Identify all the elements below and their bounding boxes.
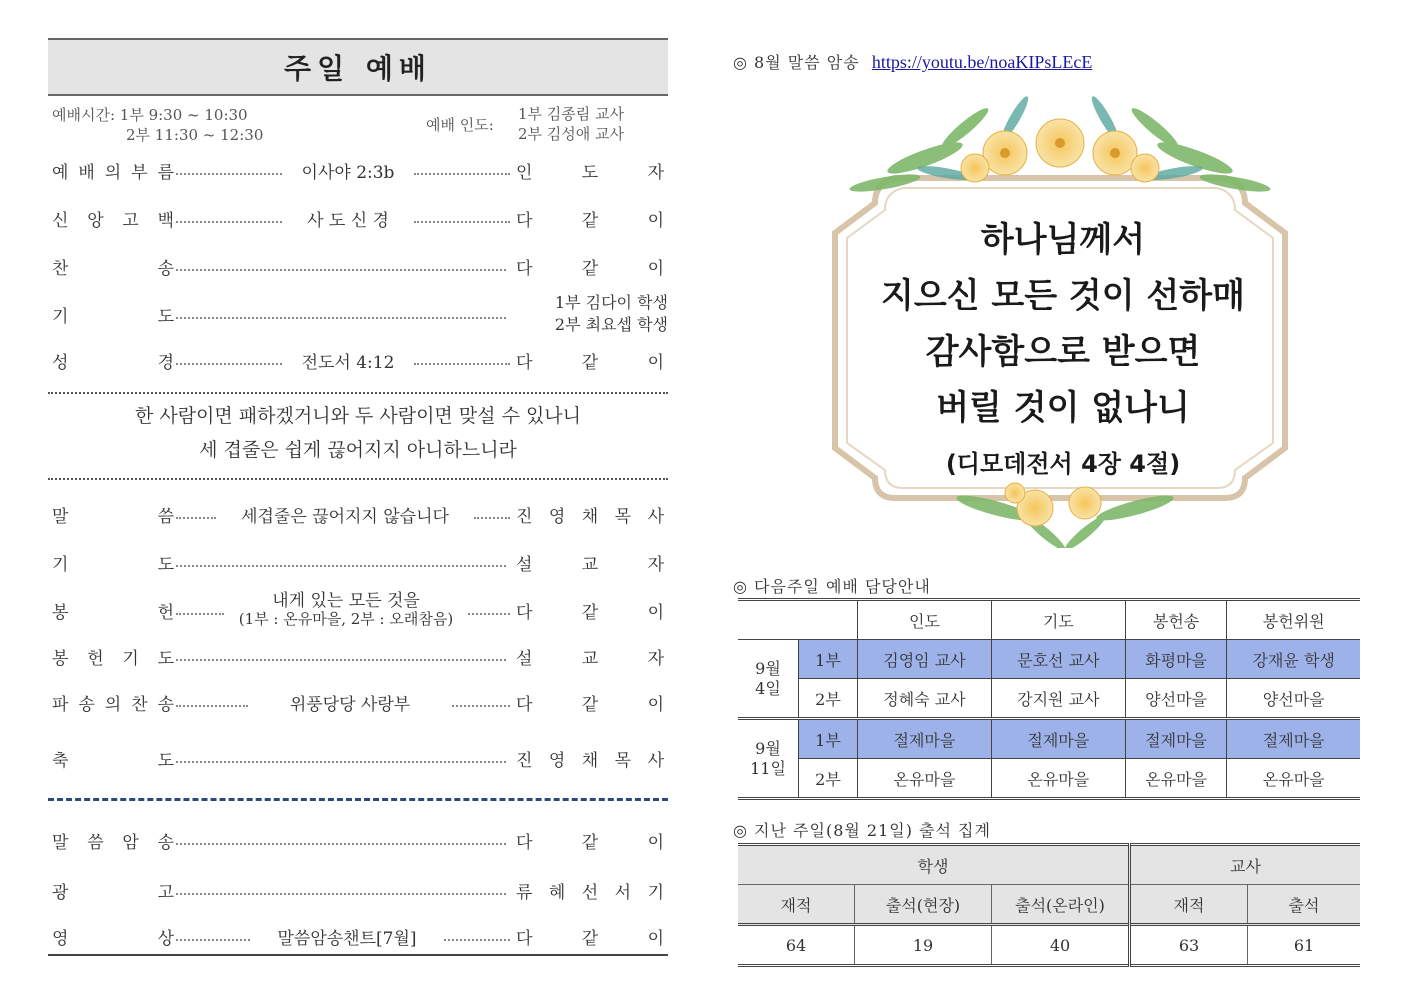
duty-cell: 온유마을 [1125, 759, 1227, 799]
duty-col: 기도 [991, 600, 1125, 640]
duty-row [738, 759, 1360, 799]
order-person-char: 기 [647, 883, 664, 903]
order-person-char: 인 [516, 163, 533, 183]
leader-dots [176, 939, 250, 941]
order-label-char: 도 [157, 307, 174, 327]
order-person-char: 교 [581, 555, 599, 575]
memory-verse-link[interactable]: https://youtu.be/noaKIPsLEcE [871, 52, 1093, 72]
order-row [48, 591, 668, 628]
order-label [52, 878, 174, 903]
order-person-char: 자 [647, 163, 664, 183]
order-label-char: 름 [157, 163, 174, 183]
poem-line-4: 버릴 것이 없나니 [936, 388, 1190, 428]
duty-row [738, 640, 1360, 679]
order-person-char: 교 [581, 649, 599, 669]
order-person-line: 2부 최요셉 학생 [554, 315, 668, 334]
leader-dots [176, 363, 282, 365]
order-label-char: 도 [157, 751, 174, 771]
order-person [516, 292, 668, 336]
order-label [52, 254, 174, 279]
duty-part: 2부 [799, 679, 858, 719]
order-label-char: 예 [52, 163, 69, 183]
duty-col: 봉헌위원 [1227, 600, 1360, 640]
att-col: 출석(온라인) [992, 885, 1130, 925]
order-person [516, 254, 664, 279]
order-label-char: 고 [157, 883, 174, 903]
order-person-char: 진 [516, 751, 533, 771]
order-label [52, 924, 174, 949]
order-row [48, 502, 668, 528]
order-label-char: 헌 [157, 603, 174, 623]
order-item: 전도서 4:12 [301, 353, 395, 373]
order-row [48, 206, 668, 232]
order-label-char: 송 [78, 695, 95, 715]
page-title: 주일 예배 [48, 38, 668, 96]
order-label [52, 828, 174, 853]
duty-part: 1부 [799, 719, 858, 759]
order-label-char: 광 [52, 883, 69, 903]
order-label-char: 영 [52, 929, 69, 949]
leader-dots [176, 221, 282, 223]
order-person-char: 이 [647, 929, 664, 949]
order-person-char: 목 [614, 751, 632, 771]
order-person-char: 같 [581, 211, 599, 231]
order-person-char: 다 [516, 833, 533, 853]
order-label-char: 씀 [157, 507, 174, 527]
order-row [48, 924, 668, 950]
order-person-char: 채 [581, 751, 599, 771]
duty-cell: 온유마을 [991, 759, 1125, 799]
order-person [516, 206, 664, 231]
leader-dots [176, 517, 216, 519]
order-item: 말씀암송챈트[7월] [277, 929, 417, 949]
order-person-char: 서 [614, 883, 632, 903]
order-label-char: 앙 [87, 211, 104, 231]
order-item-sub: (1부 : 온유마을, 2부 : 오래참음) [238, 610, 454, 628]
bottom-rule [48, 954, 668, 956]
verse-line-2: 세 겹줄은 쉽게 끊어지지 아니하느니라 [199, 439, 517, 461]
order-person-char: 혜 [548, 883, 566, 903]
order-person-char: 다 [516, 603, 533, 623]
order-label [52, 158, 174, 183]
order-label [52, 746, 174, 771]
order-label-char: 백 [157, 211, 174, 231]
att-val: 61 [1248, 925, 1361, 966]
order-person-char: 목 [614, 507, 632, 527]
order-label-char: 파 [52, 695, 69, 715]
order-person-char: 다 [516, 353, 533, 373]
leader-dots [474, 517, 510, 519]
order-person-char: 이 [647, 833, 664, 853]
order-person-char: 같 [581, 929, 599, 949]
order-person-char: 다 [516, 929, 533, 949]
order-person [516, 550, 664, 575]
order-label-char: 말 [52, 507, 69, 527]
order-label-char: 성 [52, 353, 69, 373]
order-label-char: 고 [122, 211, 139, 231]
leader-dots [176, 613, 224, 615]
order-row [48, 878, 668, 904]
order-row [48, 158, 668, 184]
order-person [516, 746, 664, 771]
order-label-char: 송 [157, 833, 174, 853]
order-item: 세겹줄은 끊어지지 않습니다 [241, 507, 449, 527]
poem-reference: (디모데전서 4장 4절) [945, 450, 1181, 478]
order-label-char: 기 [122, 649, 139, 669]
order-person [516, 502, 664, 527]
order-person-char: 다 [516, 211, 533, 231]
duty-cell: 강재윤 학생 [1227, 640, 1360, 679]
divider [48, 392, 668, 394]
duty-cell: 문호선 교사 [991, 640, 1125, 679]
memory-verse-header [733, 50, 1092, 73]
order-person [516, 158, 664, 183]
leader-dots [176, 565, 506, 567]
leader-dots [468, 613, 510, 615]
divider [48, 478, 668, 480]
memory-verse-label: ◎ 8월 말씀 암송 [733, 53, 860, 72]
order-person-char: 영 [548, 507, 566, 527]
order-person-char: 자 [647, 555, 664, 575]
duty-table [738, 598, 1360, 800]
poem-line-2: 지으신 모든 것이 선하매 [881, 276, 1245, 316]
order-person [516, 598, 664, 623]
order-label-char: 찬 [131, 695, 148, 715]
duty-cell: 온유마을 [858, 759, 992, 799]
duty-cell: 온유마을 [1227, 759, 1360, 799]
leader-dots [176, 705, 248, 707]
order-person-char: 같 [581, 603, 599, 623]
time-line-2: 2부 11:30 ~ 12:30 [126, 126, 264, 144]
order-item: 사 도 신 경 [307, 211, 389, 231]
verse-line-1: 한 사람이면 패하겠거니와 두 사람이면 맞설 수 있나니 [134, 405, 582, 427]
order-person-char: 이 [647, 695, 664, 715]
order-person-char: 자 [647, 649, 664, 669]
order-label-char: 의 [104, 695, 122, 715]
att-col: 재적 [738, 885, 855, 925]
order-label-char: 암 [122, 833, 139, 853]
order-label [52, 348, 174, 373]
order-label [52, 690, 174, 715]
time-line-1: 예배시간: 1부 9:30 ~ 10:30 [52, 106, 248, 124]
order-label [52, 206, 174, 231]
att-group: 학생 [738, 845, 1130, 885]
order-label-char: 도 [157, 649, 174, 669]
order-person-char: 이 [647, 211, 664, 231]
leader-label: 예배 인도: [426, 116, 494, 134]
order-person [516, 924, 664, 949]
leader-dots [444, 939, 510, 941]
order-label-char: 봉 [52, 603, 69, 623]
order-person-char: 이 [647, 259, 664, 279]
att-group: 교사 [1130, 845, 1361, 885]
order-person [516, 878, 664, 903]
order-item: 내게 있는 모든 것을 [272, 591, 420, 611]
att-col: 출석(현장) [855, 885, 992, 925]
order-person-char: 이 [647, 603, 664, 623]
dashed-divider [48, 798, 668, 801]
leader-dots [176, 269, 506, 271]
order-label-char: 기 [52, 555, 69, 575]
order-person-char: 설 [516, 555, 533, 575]
order-row [48, 254, 668, 280]
attendance-header: ◎ 지난 주일(8월 21일) 출석 집계 [733, 821, 991, 840]
order-person-char: 사 [647, 751, 664, 771]
order-person [516, 348, 664, 373]
att-val: 19 [855, 925, 992, 966]
duty-cell: 정혜숙 교사 [858, 679, 992, 719]
order-label [52, 502, 174, 527]
leader-dots [176, 317, 506, 319]
order-label-char: 신 [52, 211, 69, 231]
duty-corner [738, 600, 858, 640]
order-row [48, 550, 668, 576]
leader-dots [176, 659, 506, 661]
duty-cell: 양선마을 [1125, 679, 1227, 719]
order-row [48, 690, 668, 716]
order-person [516, 690, 664, 715]
poem-line-3: 감사함으로 받으면 [925, 332, 1201, 372]
order-label-char: 축 [52, 751, 69, 771]
order-row [48, 348, 668, 374]
order-label [52, 644, 174, 669]
order-label-char: 부 [131, 163, 148, 183]
duty-cell: 절제마을 [1125, 719, 1227, 759]
order-label-char: 배 [78, 163, 95, 183]
att-val: 64 [738, 925, 855, 966]
order-label [52, 550, 174, 575]
order-label-char: 상 [157, 929, 174, 949]
order-label-char: 송 [157, 695, 174, 715]
order-list [48, 0, 668, 992]
order-person-char: 류 [516, 883, 533, 903]
order-label-char: 말 [52, 833, 69, 853]
order-person-char: 영 [548, 751, 566, 771]
order-person-char: 채 [581, 507, 599, 527]
order-row [48, 828, 668, 854]
duty-cell: 양선마을 [1227, 679, 1360, 719]
att-col: 재적 [1130, 885, 1248, 925]
leader-dots [176, 761, 506, 763]
order-person-char: 다 [516, 695, 533, 715]
leader-dots [176, 173, 282, 175]
leader-dots [414, 173, 510, 175]
leader-dots [176, 843, 506, 845]
order-item: 이사야 2:3b [301, 163, 395, 183]
poem-line-1: 하나님께서 [980, 220, 1146, 260]
order-person-char: 다 [516, 259, 533, 279]
order-label [52, 598, 174, 623]
order-person-char: 선 [581, 883, 599, 903]
order-person [516, 644, 664, 669]
att-val: 63 [1130, 925, 1248, 966]
order-label-char: 봉 [52, 649, 69, 669]
duty-col: 봉헌송 [1125, 600, 1227, 640]
order-person-char: 설 [516, 649, 533, 669]
att-val: 40 [992, 925, 1130, 966]
duty-part: 1부 [799, 640, 858, 679]
order-row [48, 293, 668, 334]
duty-cell: 강지원 교사 [991, 679, 1125, 719]
order-label-char: 찬 [52, 259, 69, 279]
order-label-char: 도 [157, 555, 174, 575]
order-person-char: 사 [647, 507, 664, 527]
order-person-char: 같 [581, 259, 599, 279]
duty-header: ◎ 다음주일 예배 담당안내 [733, 577, 931, 596]
order-row [48, 746, 668, 772]
order-person-line: 1부 김다이 학생 [554, 293, 668, 312]
duty-date: 9월 4일 [738, 640, 799, 719]
duty-date: 9월 11일 [738, 719, 799, 799]
duty-cell: 절제마을 [991, 719, 1125, 759]
order-label-char: 경 [157, 353, 174, 373]
attendance-table [738, 843, 1360, 967]
order-item: 위풍당당 사랑부 [289, 695, 411, 715]
order-row [48, 644, 668, 670]
order-person-char: 이 [647, 353, 664, 373]
order-label-char: 기 [52, 307, 69, 327]
order-person-char: 같 [581, 833, 599, 853]
duty-cell: 김영임 교사 [858, 640, 992, 679]
leader-dots [176, 893, 506, 895]
duty-row [738, 679, 1360, 719]
duty-row [738, 719, 1360, 759]
leader-dots [414, 363, 510, 365]
order-person-char: 같 [581, 353, 599, 373]
duty-col: 인도 [858, 600, 992, 640]
duty-part: 2부 [799, 759, 858, 799]
duty-cell: 절제마을 [1227, 719, 1360, 759]
order-person-char: 도 [581, 163, 599, 183]
att-col: 출석 [1248, 885, 1361, 925]
order-person [516, 828, 664, 853]
leader-2: 2부 김성애 교사 [518, 125, 625, 143]
order-label-char: 헌 [87, 649, 104, 669]
order-person-char: 진 [516, 507, 533, 527]
leader-1: 1부 김종림 교사 [518, 105, 625, 123]
duty-cell: 화평마을 [1125, 640, 1227, 679]
order-label [52, 302, 174, 327]
order-label-char: 씀 [87, 833, 104, 853]
order-label-char: 의 [104, 163, 122, 183]
order-label-char: 송 [157, 259, 174, 279]
order-person-char: 같 [581, 695, 599, 715]
duty-cell: 절제마을 [858, 719, 992, 759]
leader-dots [452, 705, 510, 707]
leader-dots [414, 221, 510, 223]
memory-verse-text [853, 212, 1273, 484]
